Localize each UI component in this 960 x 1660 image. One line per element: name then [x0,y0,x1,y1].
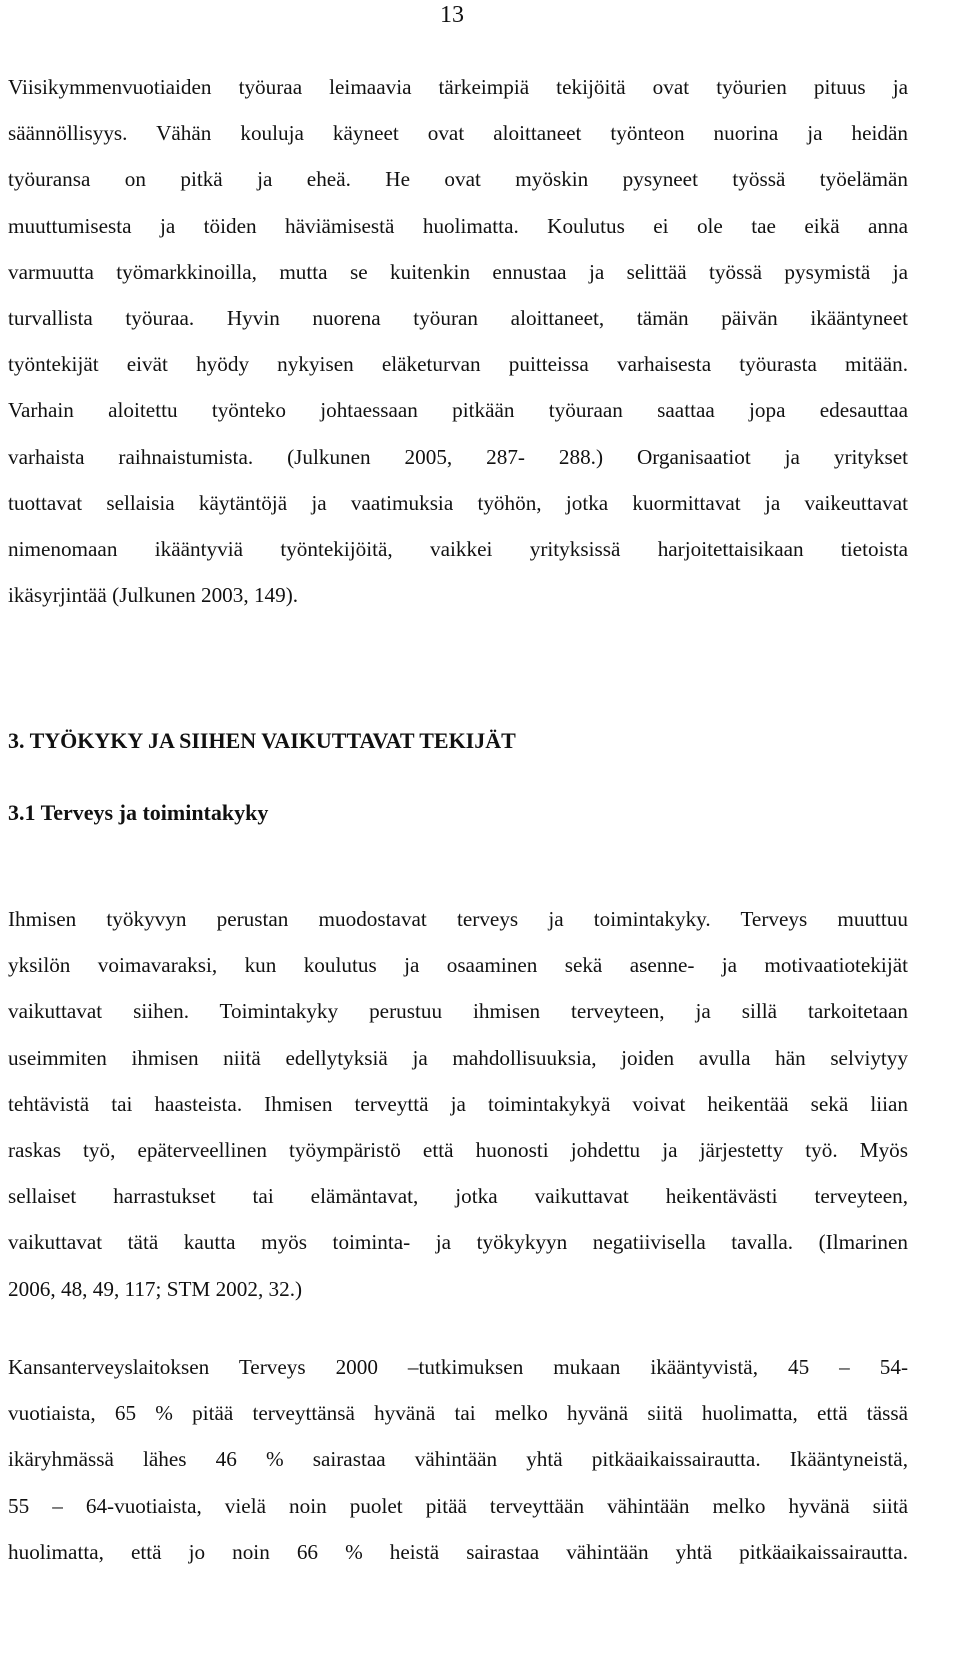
text-line: ikäryhmässä lähes 46 % sairastaa vähintään yhtä pitkäaikaissairautta. Ikääntyneistä, [8,1447,908,1472]
text-line: varmuutta työmarkkinoilla, mutta se kuitenkin ennustaa ja selittää työssä pysymistä ja [8,259,908,284]
text-line: tuottavat sellaisia käytäntöjä ja vaatimuksia työhön, jotka kuormittavat ja vaikeuttavat [8,490,908,515]
page-number: 13 [440,2,464,28]
text-line: vaikuttavat siihen. Toimintakyky perustuu ihmisen terveyteen, ja sillä tarkoitetaan [8,999,908,1024]
text-line: useimmiten ihmisen niitä edellytyksiä ja mahdollisuuksia, joiden avulla hän selviytyy [8,1045,908,1070]
text-line: ikäsyrjintää (Julkunen 2003, 149). [8,583,299,608]
text-line: Kansanterveyslaitoksen Terveys 2000 –tutkimuksen mukaan ikääntyvistä, 45 – 54- [8,1355,908,1379]
text-line: työntekijät eivät hyödy nykyisen eläketurvan puitteissa varhaisesta työurasta mitään. [8,352,908,377]
text-line: tehtävistä tai haasteista. Ihmisen terveyttä ja toimintakykyä voivat heikentää sekä liian [8,1091,908,1116]
chapter-heading: 3. TYÖKYKY JA SIIHEN VAIKUTTAVAT TEKIJÄT [8,728,516,753]
text-line: säännöllisyys. Vähän kouluja käyneet ovat aloittaneet työnteon nuorina ja heidän [8,121,908,146]
text-line: Varhain aloitettu työnteko johtaessaan pitkään työuraan saattaa jopa edesauttaa [8,398,908,423]
text-line: vaikuttavat tätä kautta myös toiminta- ja työkykyyn negatiivisella tavalla. (Ilmarinen [8,1230,908,1255]
text-line: 2006, 48, 49, 117; STM 2002, 32.) [8,1276,303,1301]
text-line: muuttumisesta ja töiden häviämisestä huolimatta. Koulutus ei ole tae eikä anna [8,213,908,238]
paragraph-3 [8,1354,908,1585]
text-line: huolimatta, että jo noin 66 % heistä sairastaa vähintään yhtä pitkäaikaissairautta. [8,1539,908,1564]
text-line: varhaista raihnaistumista. (Julkunen 2005, 287- 288.) Organisaatiot ja yritykset [8,444,908,469]
section-heading: 3.1 Terveys ja toimintakyky [8,800,269,825]
text-line: 55 – 64-vuotiaista, vielä noin puolet pitää terveyttään vähintään melko hyvänä siitä [8,1493,908,1518]
text-line: yksilön voimavaraksi, kun koulutus ja osaaminen sekä asenne- ja motivaatiotekijät [8,953,908,978]
paragraph-2 [8,906,908,1322]
text-line: vuotiaista, 65 % pitää terveyttänsä hyvänä tai melko hyvänä siitä huolimatta, että tässä [8,1401,908,1426]
text-line: nimenomaan ikääntyviä työntekijöitä, vaikkei yrityksissä harjoitettaisikaan tietoista [8,536,908,561]
text-line: työuransa on pitkä ja eheä. He ovat myöskin pysyneet työssä työelämän [8,167,908,192]
text-line: sellaiset harrastukset tai elämäntavat, jotka vaikuttavat heikentävästi terveyteen, [8,1184,908,1209]
paragraph-1 [8,74,908,628]
text-line: turvallista työuraa. Hyvin nuorena työuran aloittaneet, tämän päivän ikääntyneet [8,305,908,330]
text-line: Viisikymmenvuotiaiden työuraa leimaavia tärkeimpiä tekijöitä ovat työurien pituus ja [8,75,908,99]
text-line: Ihmisen työkyvyn perustan muodostavat terveys ja toimintakyky. Terveys muuttuu [8,907,908,931]
text-line: raskas työ, epäterveellinen työympäristö että huonosti johdettu ja järjestetty työ. Myös [8,1137,908,1162]
